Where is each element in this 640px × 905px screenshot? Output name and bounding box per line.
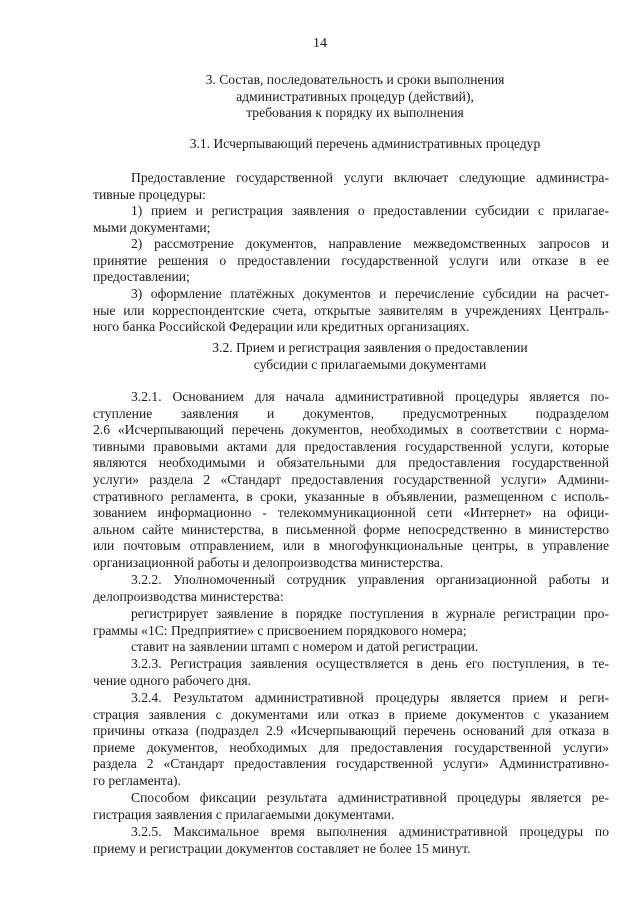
heading-line: 3.2. Прием и регистрация заявления о предоставлении bbox=[212, 340, 528, 355]
text-line: Способом фиксации результата административной процедуры является ре- bbox=[131, 790, 609, 805]
paragraph-item-1 bbox=[93, 203, 609, 236]
text-line: принятие решения о предоставлении государственной услуги или отказе в ее bbox=[93, 252, 609, 268]
text-line: или почтовым отправлением, или в многофункциональные центры, в управление bbox=[93, 538, 609, 554]
paragraph-intro bbox=[93, 170, 609, 203]
text-line: граммы «1С: Предприятие» с присвоением порядкового номера; bbox=[93, 622, 467, 638]
paragraph-3-2-3 bbox=[93, 656, 609, 689]
text-line: 2.6 «Исчерпывающий перечень документов, необходимых в соответствии с норма- bbox=[93, 422, 609, 438]
text-line: 3) оформление платёжных документов и перечисление субсидии на расчет- bbox=[131, 286, 609, 301]
heading-line: 3.1. Исчерпывающий перечень административных процедур bbox=[189, 136, 541, 151]
text-line: 2) рассмотрение документов, направление межведомственных запросов и bbox=[131, 236, 609, 251]
text-line: альном сайте министерства, в письменной форме непосредственно в министерство bbox=[93, 521, 609, 537]
text-line: 3.2.4. Результатом административной процедуры является прием и реги- bbox=[131, 690, 609, 705]
text-line: Предоставление государственной услуги включает следующие администра- bbox=[131, 170, 609, 185]
text-line: причины отказа (подраздел 2.9 «Исчерпывающий перечень оснований для отказа в bbox=[93, 723, 609, 739]
text-line: являются необходимыми и обязательными для предоставления государственной bbox=[93, 455, 609, 471]
text-line: приеме документов, необходимых для предоставления государственной услуги» bbox=[93, 739, 609, 755]
section-3-1-heading bbox=[110, 136, 620, 153]
text-line: 3.2.1. Основанием для начала административной процедуры является по- bbox=[131, 389, 609, 404]
text-line: 1) прием и регистрация заявления о предоставлении субсидии с прилагае- bbox=[131, 203, 609, 218]
section-3-heading bbox=[100, 72, 610, 122]
text-line: делопроизводства министерства: bbox=[93, 588, 284, 604]
text-line: 3.2.3. Регистрация заявления осуществляется в день его поступления, в те- bbox=[131, 656, 609, 671]
text-line: регистрирует заявление в порядке поступления в журнале регистрации про- bbox=[131, 606, 609, 621]
text-line: раздела 2 «Стандарт предоставления государственной услуги» Административно- bbox=[93, 756, 609, 772]
text-line: ные или корреспондентские счета, открытые заявителям в учреждениях Централь- bbox=[93, 302, 609, 318]
text-line: страция заявления с документами или отказ в приеме документов с указанием bbox=[93, 706, 609, 722]
text-line: стративного регламента, в сроки, указанные в объявлении, размещенном с исполь- bbox=[93, 488, 609, 504]
heading-line: административных процедур (действий), bbox=[236, 88, 474, 104]
text-line: организационной работы и делопроизводства министерства. bbox=[93, 554, 444, 570]
text-line: ного банка Российской Федерации или кредитных организациях. bbox=[93, 319, 470, 335]
text-line: 3.2.5. Максимальное время выполнения административной процедуры по bbox=[131, 824, 609, 839]
text-line: го регламента). bbox=[93, 772, 181, 788]
heading-line: субсидии с прилагаемыми документами bbox=[253, 356, 487, 372]
section-3-2-heading bbox=[120, 340, 620, 373]
paragraph-3-2-4 bbox=[93, 690, 609, 790]
heading-line: 3. Состав, последовательность и сроки выполнения bbox=[205, 72, 505, 87]
text-line: зованием информационно - телекоммуникационной сети «Интернет» на офици- bbox=[93, 505, 609, 521]
text-line: предоставлении; bbox=[93, 269, 190, 285]
text-line: 3.2.2. Уполномоченный сотрудник управления организационной работы и bbox=[131, 572, 609, 587]
text-line: приему и регистрации документов составляет не более 15 минут. bbox=[93, 840, 471, 856]
paragraph-item-2 bbox=[93, 236, 609, 286]
text-line: чение одного рабочего дня. bbox=[93, 672, 252, 688]
text-line: тивными правовыми актами для предоставления государственной услуги, которые bbox=[93, 438, 609, 454]
paragraph-3-2-5 bbox=[93, 824, 609, 857]
heading-line: требования к порядку их выполнения bbox=[246, 105, 464, 121]
paragraph-3-2-2-b bbox=[93, 639, 609, 656]
paragraph-3-2-2-a bbox=[93, 606, 609, 639]
text-line: гистрация заявления с прилагаемыми документами. bbox=[93, 806, 395, 822]
paragraph-item-3 bbox=[93, 286, 609, 336]
paragraph-3-2-4-b bbox=[93, 790, 609, 823]
text-line: мыми документами; bbox=[93, 219, 211, 235]
text-line: услуги» раздела 2 «Стандарт предоставления государственной услуги» Админи- bbox=[93, 471, 609, 487]
text-line: ступление заявления и документов, предусмотренных подразделом bbox=[93, 405, 609, 421]
paragraph-3-2-1 bbox=[93, 389, 609, 572]
text-line: ставит на заявлении штамп с номером и датой регистрации. bbox=[131, 639, 479, 654]
page-number: 14 bbox=[313, 36, 327, 51]
text-line: тивные процедуры: bbox=[93, 186, 206, 202]
paragraph-3-2-2 bbox=[93, 572, 609, 605]
